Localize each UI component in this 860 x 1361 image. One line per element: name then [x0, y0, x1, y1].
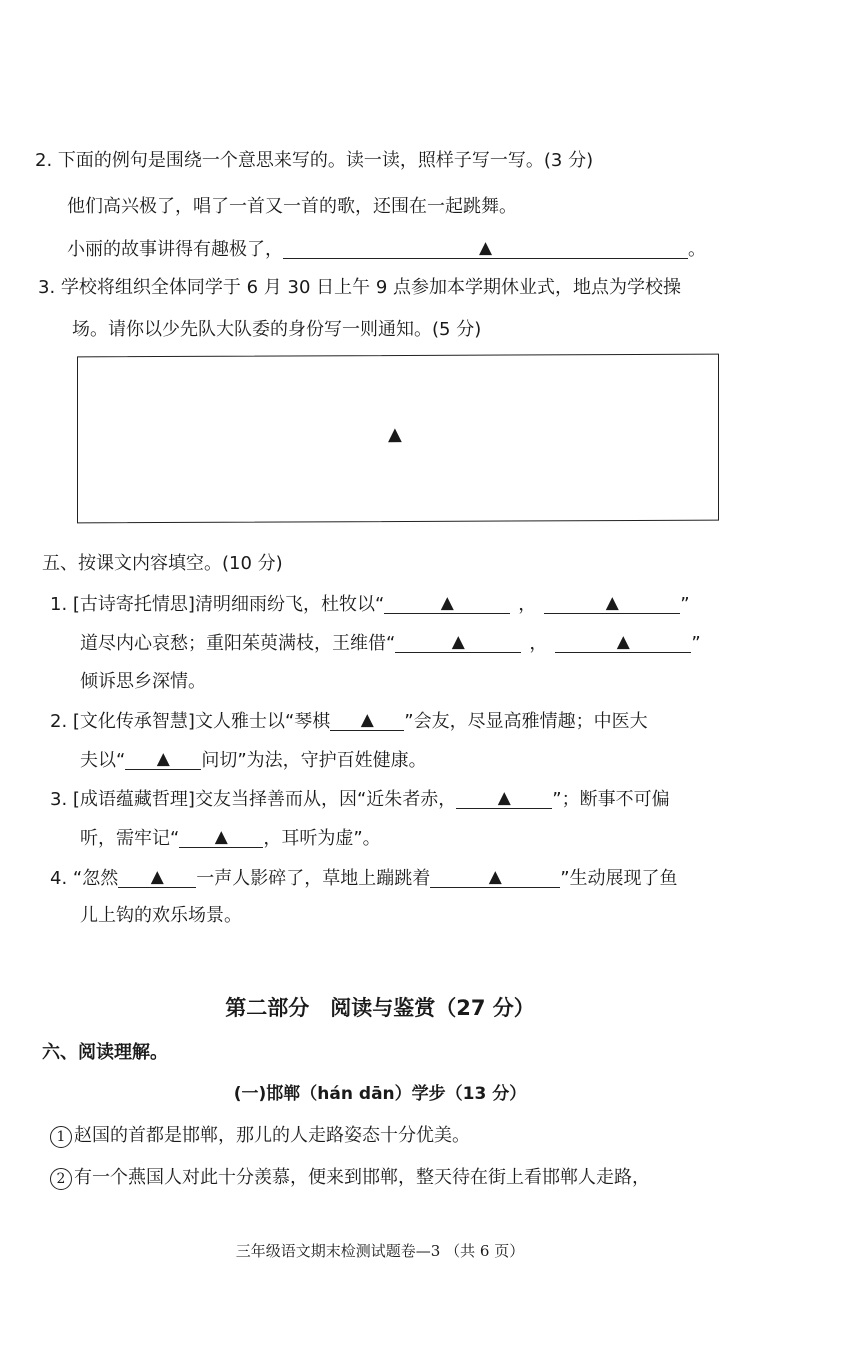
answer-blank[interactable] [125, 747, 201, 770]
comma: ， [518, 594, 537, 615]
comma: ， [529, 633, 548, 654]
item-1-text-b: 道尽内心哀愁；重阳茱萸满枝，王维借“ [80, 633, 396, 654]
notice-answer-box[interactable] [77, 354, 719, 524]
answer-blank[interactable] [118, 865, 196, 888]
question-3-line-1: 3. 学校将组织全体同学于 6 月 30 日上午 9 点参加本学期休业式，地点为学校操 [38, 277, 682, 298]
item-1-text-a: 1. [古诗寄托情思]清明细雨纷飞，杜牧以“ [50, 594, 385, 615]
answer-blank[interactable] [395, 630, 521, 653]
item-2-text-b: ”会友，尽显高雅情趣；中医大 [404, 711, 648, 732]
question-2-text: 2. 下面的例句是围绕一个意思来写的。读一读，照样子写一写。(3 分) [35, 150, 594, 171]
answer-blank[interactable] [544, 591, 680, 614]
section-6-title: 六、阅读理解。 [42, 1042, 168, 1063]
triangle-marker-icon: ▲ [451, 632, 465, 652]
item-3-text-c: 听，需牢记“ [80, 828, 180, 849]
passage-title: (一)邯郸（hán dān）学步（13 分） [233, 1084, 527, 1104]
answer-blank[interactable] [384, 591, 510, 614]
triangle-marker-icon: ▲ [150, 867, 164, 887]
item-3-text-a: 3. [成语蕴藏哲理]交友当择善而从，因“近朱者赤， [50, 789, 457, 810]
triangle-marker-icon: ▲ [616, 632, 630, 652]
page-footer: 三年级语文期末检测试题卷—3 （共 6 页） [235, 1242, 525, 1260]
answer-blank[interactable] [430, 865, 560, 888]
paragraph-2-text: 有一个燕国人对此十分羡慕，便来到邯郸，整天待在街上看邯郸人走路， [74, 1167, 650, 1188]
item-4-text-b: 一声人影碎了，草地上蹦跳着 [196, 868, 431, 889]
triangle-marker-icon: ▲ [488, 867, 502, 887]
item-4-line-2: 儿上钩的欢乐场景。 [80, 905, 242, 926]
item-3-text-b: ”；断事不可偏 [552, 789, 670, 810]
item-2-text-c: 夫以“ [80, 750, 126, 771]
question-2-example: 他们高兴极了，唱了一首又一首的歌，还围在一起跳舞。 [67, 196, 517, 217]
triangle-marker-icon: ▲ [440, 593, 454, 613]
item-2-line-2 [80, 747, 427, 773]
paragraph-1-text: 赵国的首都是邯郸，那儿的人走路姿态十分优美。 [74, 1125, 470, 1146]
answer-blank[interactable] [179, 825, 263, 848]
item-2-text-d: 问切”为法，守护百姓健康。 [201, 750, 427, 771]
paragraph-2 [50, 1166, 650, 1190]
answer-blank[interactable] [283, 236, 688, 259]
answer-blank[interactable] [456, 786, 552, 809]
triangle-marker-icon: ▲ [156, 749, 170, 769]
question-2-prompt [67, 236, 706, 262]
item-4-line-1 [50, 865, 678, 891]
triangle-marker-icon: ▲ [497, 788, 511, 808]
item-2-line-1 [50, 708, 648, 734]
triangle-marker-icon: ▲ [388, 423, 402, 446]
triangle-marker-icon: ▲ [605, 593, 619, 613]
item-1-line-3: 倾诉思乡深情。 [80, 671, 206, 692]
paragraph-1 [50, 1124, 470, 1148]
question-2-prompt-text: 小丽的故事讲得有趣极了， [67, 239, 283, 260]
question-3-line-2: 场。请你以少先队大队委的身份写一则通知。(5 分) [72, 319, 482, 340]
paragraph-number-badge: 1 [50, 1126, 72, 1148]
triangle-marker-icon: ▲ [360, 710, 374, 730]
item-1-line-2 [80, 630, 701, 656]
answer-blank[interactable] [555, 630, 691, 653]
close-quote: ” [680, 594, 690, 615]
answer-blank[interactable] [330, 708, 404, 731]
paragraph-number-badge: 2 [50, 1168, 72, 1190]
item-4-text-a: 4. “忽然 [50, 868, 119, 889]
item-1-line-1 [50, 591, 690, 617]
triangle-marker-icon: ▲ [214, 827, 228, 847]
item-3-line-2 [80, 825, 381, 851]
part-2-title: 第二部分 阅读与鉴赏（27 分） [225, 996, 535, 1020]
item-4-text-c: ”生动展现了鱼 [560, 868, 678, 889]
section-5-title: 五、按课文内容填空。(10 分) [42, 553, 283, 574]
item-3-text-d: ，耳听为虚”。 [263, 828, 381, 849]
question-2-end: 。 [688, 239, 706, 260]
triangle-marker-icon: ▲ [478, 238, 493, 258]
close-quote: ” [691, 633, 701, 654]
item-2-text-a: 2. [文化传承智慧]文人雅士以“琴棋 [50, 711, 331, 732]
item-3-line-1 [50, 786, 670, 812]
